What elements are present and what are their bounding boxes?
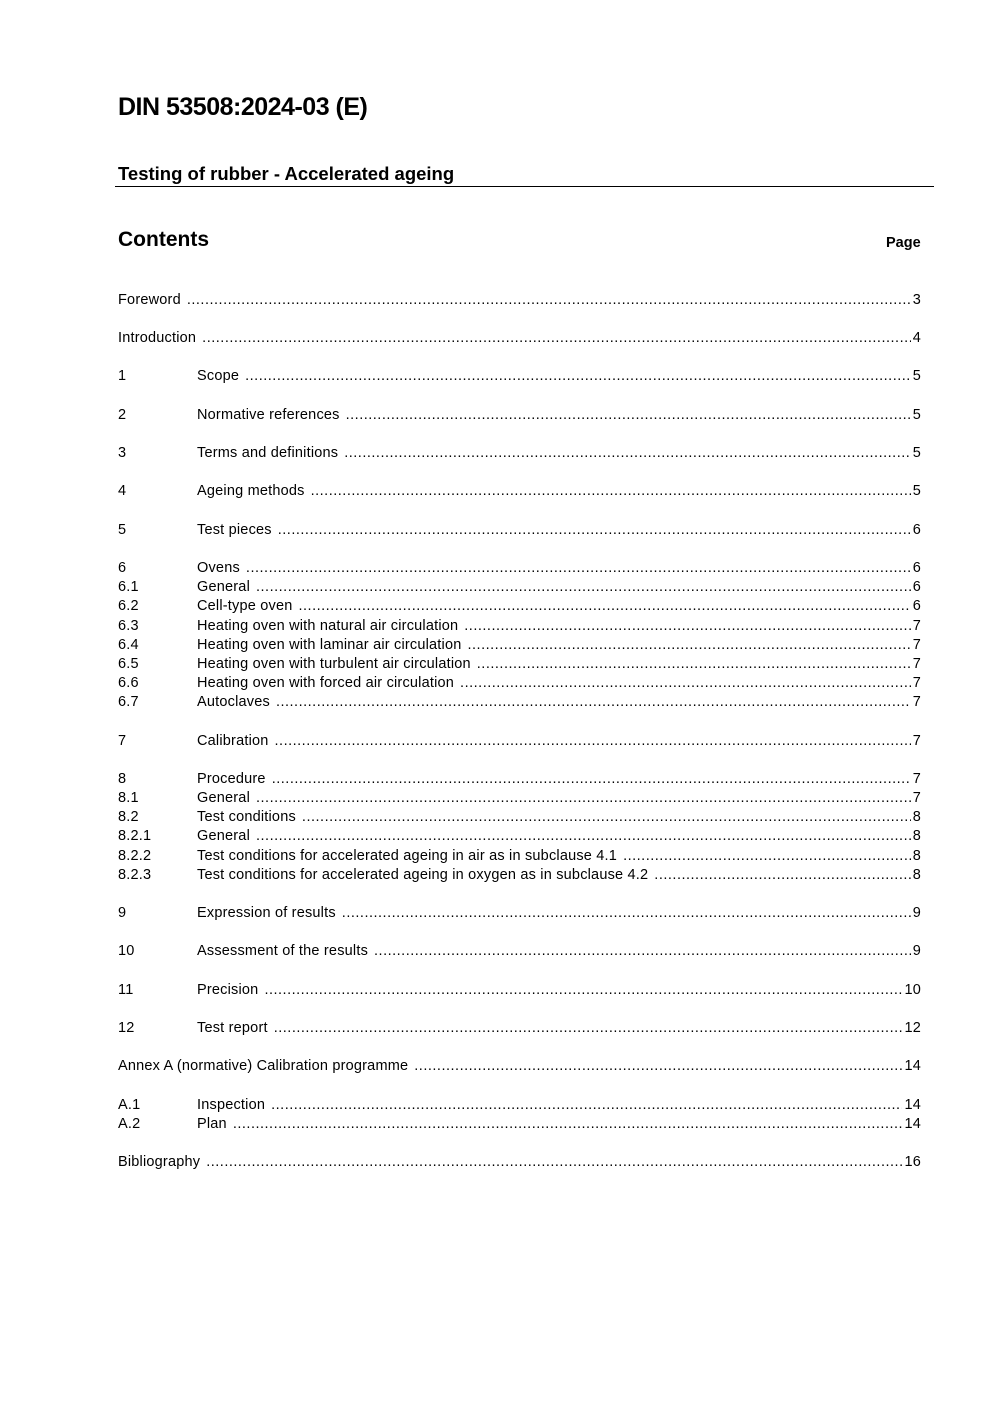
toc-entry-page: 7 <box>912 637 921 653</box>
toc-entry[interactable] <box>118 694 921 713</box>
toc-dot-leader <box>246 560 911 576</box>
toc-entry-number: 6.5 <box>118 656 139 672</box>
toc-dot-leader <box>346 407 911 423</box>
toc-entry-number: 8.2 <box>118 809 139 825</box>
toc-dot-leader <box>374 943 911 959</box>
toc-entry-label: Annex A (normative) Calibration programme <box>118 1058 409 1074</box>
title-rule <box>115 186 934 187</box>
toc-entry[interactable] <box>118 407 921 426</box>
toc-entry-page: 8 <box>912 828 921 844</box>
toc-entry-number: 8.2.2 <box>118 848 152 864</box>
toc-entry[interactable] <box>118 292 921 311</box>
toc-dot-leader <box>256 579 911 595</box>
toc-entry-label: Bibliography <box>118 1154 201 1170</box>
toc-entry-label: Foreword <box>118 292 181 308</box>
toc-dot-leader <box>342 905 911 921</box>
toc-entry-page: 7 <box>912 771 921 787</box>
page-column-heading: Page <box>886 235 921 251</box>
toc-dot-leader <box>275 733 911 749</box>
toc-entry-page: 14 <box>904 1058 921 1074</box>
toc-dot-leader <box>276 694 911 710</box>
toc-entry-page: 5 <box>912 368 921 384</box>
toc-entry-label: Cell-type oven <box>197 598 293 614</box>
toc-entry[interactable] <box>118 330 921 349</box>
toc-entry-page: 5 <box>912 407 921 423</box>
toc-entry-number: 4 <box>118 483 127 499</box>
toc-dot-leader <box>187 292 911 308</box>
toc-entry-label: Precision <box>197 982 259 998</box>
toc-entry-number: 6.4 <box>118 637 139 653</box>
toc-entry[interactable] <box>118 637 921 656</box>
toc-entry-number: 7 <box>118 733 127 749</box>
toc-entry-label: Test conditions for accelerated ageing in oxygen as in subclause 4.2 <box>197 867 649 883</box>
toc-entry[interactable] <box>118 790 921 809</box>
toc-dot-leader <box>477 656 911 672</box>
toc-entry-label: General <box>197 828 250 844</box>
toc-entry-page: 6 <box>912 598 921 614</box>
toc-entry[interactable] <box>118 598 921 617</box>
toc-entry-label: Autoclaves <box>197 694 270 710</box>
toc-entry-number: A.2 <box>118 1116 141 1132</box>
toc-dot-leader <box>623 848 911 864</box>
toc-entry-number: 8.2.1 <box>118 828 152 844</box>
toc-dot-leader <box>302 809 911 825</box>
toc-entry-page: 5 <box>912 445 921 461</box>
toc-entry-page: 5 <box>912 483 921 499</box>
toc-entry-number: 11 <box>118 982 134 998</box>
toc-entry[interactable] <box>118 483 921 502</box>
toc-entry[interactable] <box>118 733 921 752</box>
toc-entry[interactable] <box>118 905 921 924</box>
toc-entry-number: A.1 <box>118 1097 141 1113</box>
toc-entry-page: 12 <box>904 1020 921 1036</box>
toc-entry[interactable] <box>118 618 921 637</box>
toc-dot-leader <box>256 790 911 806</box>
toc-entry-page: 7 <box>912 694 921 710</box>
toc-dot-leader <box>414 1058 902 1074</box>
toc-entry-number: 5 <box>118 522 127 538</box>
toc-entry[interactable] <box>118 675 921 694</box>
toc-entry-page: 6 <box>912 522 921 538</box>
toc-entry-label: Expression of results <box>197 905 336 921</box>
document-id: DIN 53508:2024-03 (E) <box>118 93 368 121</box>
toc-entry[interactable] <box>118 522 921 541</box>
toc-entry-label: Inspection <box>197 1097 266 1113</box>
toc-entry-label: Heating oven with laminar air circulation <box>197 637 462 653</box>
toc-entry-number: 10 <box>118 943 135 959</box>
toc-entry-number: 6.2 <box>118 598 139 614</box>
toc-entry[interactable] <box>118 943 921 962</box>
toc-dot-leader <box>654 867 910 883</box>
toc-entry-label: Calibration <box>197 733 269 749</box>
toc-entry-label: Heating oven with forced air circulation <box>197 675 455 691</box>
toc-dot-leader <box>344 445 911 461</box>
toc-entry-number: 9 <box>118 905 127 921</box>
toc-entry-number: 12 <box>118 1020 135 1036</box>
toc-entry-label: Test report <box>197 1020 268 1036</box>
toc-dot-leader <box>299 598 911 614</box>
toc-entry-number: 8.2.3 <box>118 867 152 883</box>
toc-dot-leader <box>233 1116 903 1132</box>
toc-dot-leader <box>278 522 911 538</box>
toc-dot-leader <box>202 330 911 346</box>
toc-entry-label: Ovens <box>197 560 240 576</box>
toc-entry-page: 7 <box>912 733 921 749</box>
toc-entry-label: Normative references <box>197 407 340 423</box>
toc-dot-leader <box>272 771 911 787</box>
toc-dot-leader <box>460 675 911 691</box>
toc-dot-leader <box>311 483 911 499</box>
toc-entry[interactable] <box>118 560 921 579</box>
toc-entry-number: 6.6 <box>118 675 139 691</box>
toc-dot-leader <box>264 982 902 998</box>
toc-entry-label: Test pieces <box>197 522 272 538</box>
toc-entry-page: 4 <box>912 330 921 346</box>
toc-entry[interactable] <box>118 848 921 867</box>
toc-entry-label: Procedure <box>197 771 266 787</box>
toc-entry-label: Scope <box>197 368 240 384</box>
toc-entry[interactable] <box>118 809 921 828</box>
toc-entry-page: 14 <box>904 1097 921 1113</box>
toc-dot-leader <box>256 828 911 844</box>
toc-dot-leader <box>464 618 910 634</box>
toc-entry-page: 14 <box>904 1116 921 1132</box>
toc-entry-number: 6.3 <box>118 618 139 634</box>
toc-entry-label: General <box>197 790 250 806</box>
toc-entry-page: 7 <box>912 790 921 806</box>
toc-entry-label: Test conditions for accelerated ageing in air as in subclause 4.1 <box>197 848 618 864</box>
toc-entry-page: 7 <box>912 675 921 691</box>
toc-entry-page: 8 <box>912 867 921 883</box>
toc-entry[interactable] <box>118 656 921 675</box>
toc-entry-label: Introduction <box>118 330 197 346</box>
toc-entry-number: 3 <box>118 445 127 461</box>
toc-entry-label: Heating oven with turbulent air circulation <box>197 656 471 672</box>
toc-dot-leader <box>206 1154 902 1170</box>
toc-entry-page: 9 <box>912 943 921 959</box>
document-title: Testing of rubber - Accelerated ageing <box>118 163 455 184</box>
toc-dot-leader <box>245 368 911 384</box>
toc-entry-label: Test conditions <box>197 809 296 825</box>
toc-entry[interactable] <box>118 579 921 598</box>
toc-entry-number: 1 <box>118 368 127 384</box>
toc-entry-number: 8 <box>118 771 127 787</box>
toc-entry-page: 7 <box>912 618 921 634</box>
toc-entry-label: Assessment of the results <box>197 943 369 959</box>
toc-entry[interactable] <box>118 771 921 790</box>
toc-entry-page: 8 <box>912 848 921 864</box>
toc-entry-number: 6.1 <box>118 579 139 595</box>
toc-dot-leader <box>274 1020 903 1036</box>
toc-entry[interactable] <box>118 1020 921 1039</box>
toc-entry-label: Terms and definitions <box>197 445 339 461</box>
toc-entry[interactable] <box>118 1154 921 1173</box>
toc-entry-page: 6 <box>912 579 921 595</box>
toc-entry-page: 3 <box>912 292 921 308</box>
toc-entry[interactable] <box>118 1058 921 1077</box>
toc-entry[interactable] <box>118 368 921 387</box>
toc-entry[interactable] <box>118 1116 921 1135</box>
toc-entry[interactable] <box>118 867 921 886</box>
toc-entry-label: Plan <box>197 1116 227 1132</box>
toc-entry[interactable] <box>118 828 921 847</box>
toc-entry-number: 6 <box>118 560 127 576</box>
toc-entry-page: 16 <box>904 1154 921 1170</box>
toc-entry[interactable] <box>118 982 921 1001</box>
toc-entry-number: 6.7 <box>118 694 139 710</box>
toc-entry-label: Ageing methods <box>197 483 305 499</box>
toc-entry-label: General <box>197 579 250 595</box>
toc-entry-number: 8.1 <box>118 790 139 806</box>
toc-entry-page: 6 <box>912 560 921 576</box>
toc-entry[interactable] <box>118 1097 921 1116</box>
toc-entry-page: 10 <box>904 982 921 998</box>
toc-dot-leader <box>468 637 911 653</box>
toc-dot-leader <box>271 1097 902 1113</box>
toc-entry-number: 2 <box>118 407 127 423</box>
toc-entry-page: 8 <box>912 809 921 825</box>
toc-entry-page: 9 <box>912 905 921 921</box>
toc-entry-page: 7 <box>912 656 921 672</box>
contents-heading: Contents <box>118 228 209 251</box>
toc-entry[interactable] <box>118 445 921 464</box>
toc-entry-label: Heating oven with natural air circulation <box>197 618 459 634</box>
